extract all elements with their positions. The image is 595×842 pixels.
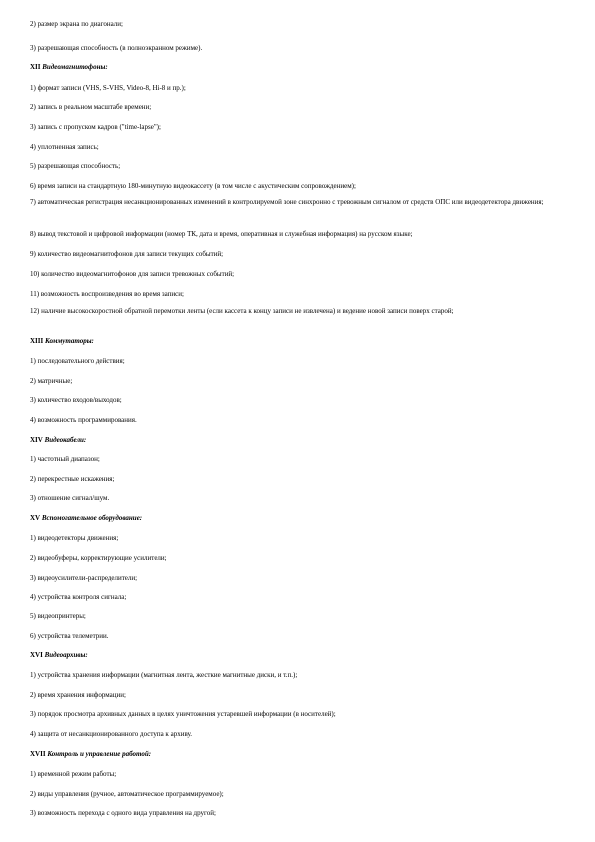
list-item: 2) время хранения информации; xyxy=(30,691,126,699)
list-item: 3) отношение сигнал/шум. xyxy=(30,494,110,502)
section-heading xyxy=(30,651,560,660)
list-item: 10) количество видеомагнитофонов для записи тревожных событий; xyxy=(30,270,235,278)
section-number: XII xyxy=(30,63,41,71)
list-item: 4) возможность программирования. xyxy=(30,416,137,424)
section-number: XVII xyxy=(30,750,46,758)
section-heading xyxy=(30,436,560,445)
list-item: 1) временной режим работы; xyxy=(30,770,117,778)
list-item: 7) автоматическая регистрация несанкционированных изменений в контролируемой зоне синхронно с тревожным сигналом от средств ОПС или видеодетектора движения; xyxy=(30,198,544,206)
section-number: XVI xyxy=(30,651,43,659)
list-item: 6) время записи на стандартную 180-минутную видеокассету (в том числе с акустическим сопровождением); xyxy=(30,182,356,190)
section-number: XV xyxy=(30,514,41,522)
list-item: 4) уплотненная запись; xyxy=(30,143,99,151)
section-heading xyxy=(30,750,560,759)
list-item: 1) последовательного действия; xyxy=(30,357,125,365)
list-item: 5) разрешающая способность; xyxy=(30,162,121,170)
section-heading xyxy=(30,63,560,72)
section-title: Видеокабели: xyxy=(42,436,87,444)
section-number: XIII xyxy=(30,337,44,345)
list-item: 4) защита от несанкционированного доступа к архиву. xyxy=(30,730,193,738)
list-item: 2) запись в реальном масштабе времени; xyxy=(30,103,152,111)
section-title: Видеомагнитофоны: xyxy=(40,63,108,71)
list-item: 1) частотный диапазон; xyxy=(30,455,100,463)
list-item: 3) запись с пропуском кадров ("time-lapse"); xyxy=(30,123,161,131)
section-title: Видеоархивы: xyxy=(42,651,88,659)
section-title: Коммутаторы: xyxy=(43,337,94,345)
list-item: 9) количество видеомагнитофонов для записи текущих событий; xyxy=(30,250,224,258)
list-item: 12) наличие высокоскоростной обратной перемотки ленты (если кассета к концу записи не извлечена) и ведение новой записи поверх старой; xyxy=(30,307,454,315)
list-item: 1) устройства хранения информации (магнитная лента, жесткие магнитные диски, и т.п.); xyxy=(30,671,298,679)
list-item: 2) видеобуферы, корректирующие усилители; xyxy=(30,554,167,562)
list-item: 2) виды управления (ручное, автоматическое программируемое); xyxy=(30,790,224,798)
list-item: 1) формат записи (VHS, S-VHS, Video-8, Hi-8 и пр.); xyxy=(30,84,186,92)
list-item: 4) устройства контроля сигнала; xyxy=(30,593,127,601)
list-item: 2) матричные; xyxy=(30,377,73,385)
section-heading xyxy=(30,514,560,523)
list-item: 6) устройства телеметрии. xyxy=(30,632,109,640)
list-item: 8) вывод текстовой и цифровой информации (номер ТК, дата и время, оперативная и служебная информация) на русском языке; xyxy=(30,230,413,238)
list-item: 3) порядок просмотра архивных данных в целях уничтожения устаревшей информации (в носителей); xyxy=(30,710,336,718)
section-title: Контроль и управление работой: xyxy=(45,750,152,758)
section-title: Вспомогательное оборудование: xyxy=(40,514,143,522)
list-item: 5) видеопринтеры; xyxy=(30,612,86,620)
list-item: 3) разрешающая способность (в полноэкранном режиме). xyxy=(30,44,203,52)
list-item: 1) видеодетекторы движения; xyxy=(30,534,119,542)
list-item: 3) возможность перехода с одного вида управления на другой; xyxy=(30,809,216,817)
list-item: 3) видеоусилители-распределители; xyxy=(30,574,138,582)
section-number: XIV xyxy=(30,436,43,444)
list-item: 3) количество входов/выходов; xyxy=(30,396,122,404)
list-item: 2) перекрестные искажения; xyxy=(30,475,115,483)
list-item: 11) возможность воспроизведения во время записи; xyxy=(30,290,184,298)
list-item: 2) размер экрана по диагонали; xyxy=(30,20,123,28)
section-heading xyxy=(30,337,560,346)
